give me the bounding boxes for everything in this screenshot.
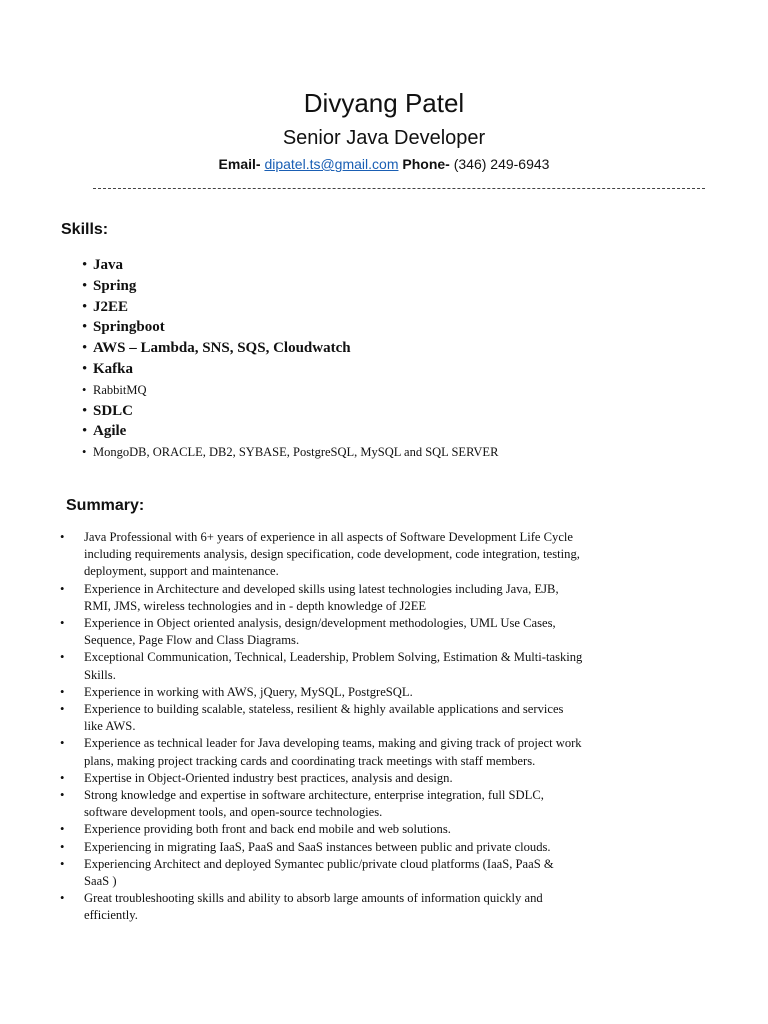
- skill-item: • Spring: [82, 276, 498, 297]
- summary-item: • Expertise in Object-Oriented industry best practices, analysis and design.: [0, 770, 768, 787]
- summary-item: • Experiencing in migrating IaaS, PaaS and SaaS instances between public and private clouds.: [0, 839, 768, 856]
- summary-heading: Summary:: [66, 497, 145, 514]
- summary-item: • Experience in Object oriented analysis, design/development methodologies, UML Use Cases, Sequence, Page Flow and Class Diagrams.: [0, 615, 768, 649]
- summary-item: • Experience in Architecture and developed skills using latest technologies including Java, EJB, RMI, JMS, wireless technologies and in - depth knowledge of J2EE: [0, 581, 768, 615]
- summary-item: • Great troubleshooting skills and ability to absorb large amounts of information quickly and efficiently.: [0, 890, 768, 924]
- skill-item: • MongoDB, ORACLE, DB2, SYBASE, PostgreSQL, MySQL and SQL SERVER: [82, 442, 498, 463]
- summary-item: • Experience to building scalable, stateless, resilient & highly available applications and services like AWS.: [0, 701, 768, 735]
- summary-list: [0, 529, 768, 925]
- summary-item: • Experience as technical leader for Java developing teams, making and giving track of project work plans, making project tracking cards and coordinating track meetings with staff members.: [0, 735, 768, 769]
- header-divider: [93, 188, 705, 189]
- summary-item: • Experience providing both front and back end mobile and web solutions.: [0, 821, 768, 838]
- skill-item: • AWS – Lambda, SNS, SQS, Cloudwatch: [82, 338, 498, 359]
- skill-item: • Kafka: [82, 359, 498, 380]
- email-link[interactable]: dipatel.ts@gmail.com: [264, 156, 399, 172]
- summary-item: • Experiencing Architect and deployed Symantec public/private cloud platforms (IaaS, PaaS & SaaS ): [0, 856, 768, 890]
- summary-item: • Java Professional with 6+ years of experience in all aspects of Software Development Life Cycle including requirements analysis, design specification, code development, code integration, testing, deployment, support and maintenance.: [0, 529, 768, 581]
- contact-line: [0, 156, 768, 172]
- skill-item: • Springboot: [82, 317, 498, 338]
- skill-item: • J2EE: [82, 297, 498, 318]
- phone-label: Phone-: [402, 156, 450, 172]
- email-label: Email-: [218, 156, 261, 172]
- skill-item: • Java: [82, 255, 498, 276]
- skill-item: • SDLC: [82, 401, 498, 422]
- summary-item: • Experience in working with AWS, jQuery, MySQL, PostgreSQL.: [0, 684, 768, 701]
- summary-item: • Exceptional Communication, Technical, Leadership, Problem Solving, Estimation & Multi-tasking Skills.: [0, 649, 768, 683]
- candidate-name: Divyang Patel: [303, 88, 465, 118]
- skill-item: • Agile: [82, 421, 498, 442]
- phone-number: (346) 249-6943: [453, 156, 550, 172]
- skills-heading: Skills:: [61, 221, 109, 238]
- summary-item: • Strong knowledge and expertise in software architecture, enterprise integration, full SDLC, software development tools, and open-source technologies.: [0, 787, 768, 821]
- skills-list: [82, 255, 498, 463]
- job-title: Senior Java Developer: [282, 127, 486, 149]
- skill-item: • RabbitMQ: [82, 380, 498, 401]
